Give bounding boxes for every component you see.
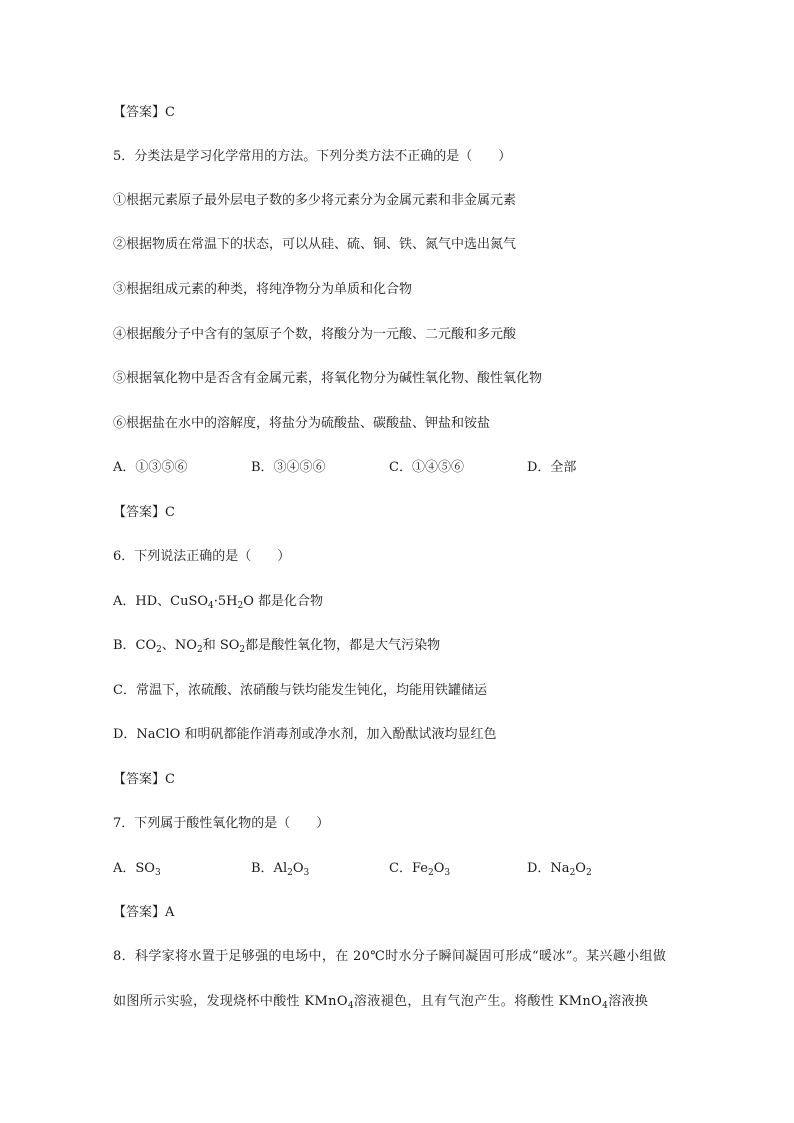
- question-5-item-6: ⑥根据盐在水中的溶解度，将盐分为硫酸盐、碳酸盐、钾盐和铵盐: [113, 416, 491, 431]
- question-6-stem: 6．下列说法正确的是（ ）: [113, 549, 291, 564]
- question-5-option-c: C．①④⑤⑥: [389, 460, 464, 475]
- question-6-answer: 【答案】C: [113, 772, 175, 787]
- question-5-answer: 【答案】C: [113, 505, 175, 520]
- question-5-item-3: ③根据组成元素的种类，将纯净物分为单质和化合物: [113, 282, 413, 297]
- question-6-option-a: A．HD、$CuSO_4\cdot 5H_2O$ 都是化合物: [113, 594, 324, 611]
- question-7-option-d: D．$Na_2O_2$: [527, 861, 592, 878]
- question-6-option-b: B．$CO_2$、$NO_2$和 $SO_2$都是酸性氧化物，都是大气污染物: [113, 638, 441, 655]
- question-7-option-a: A．$SO_3$: [113, 861, 161, 878]
- question-5-item-2: ②根据物质在常温下的状态，可以从硅、硫、铜、铁、氮气中选出氮气: [113, 237, 517, 252]
- question-7-answer: 【答案】A: [113, 905, 175, 920]
- question-5-option-b: B．③④⑤⑥: [251, 460, 326, 475]
- question-8-line-1: 8．科学家将水置于足够强的电场中，在 20℃时水分子瞬间凝固可形成“暖冰”。某兴趣小组做: [113, 949, 667, 964]
- question-7-option-b: B．$Al_2O_3$: [251, 861, 310, 878]
- question-5-item-5: ⑤根据氧化物中是否含有金属元素，将氧化物分为碱性氧化物、酸性氧化物: [113, 371, 543, 386]
- question-6-option-d: D．NaClO 和明矾都能作消毒剂或净水剂，加入酚酞试液均显红色: [113, 727, 497, 742]
- question-5-item-1: ①根据元素原子最外层电子数的多少将元素分为金属元素和非金属元素: [113, 193, 517, 208]
- question-5-option-d: D．全部: [527, 460, 577, 475]
- question-6-option-c: C．常温下，浓硫酸、浓硝酸与铁均能发生钝化，均能用铁罐储运: [113, 683, 487, 698]
- question-7-stem: 7．下列属于酸性氧化物的是（ ）: [113, 816, 330, 831]
- question-5-stem: 5．分类法是学习化学常用的方法。下列分类方法不正确的是（ ）: [113, 149, 512, 164]
- question-8-line-2: 如图所示实验，发现烧杯中酸性 KMnO$_4$溶液褪色，且有气泡产生。将酸性 KMnO$_4$溶液换: [113, 994, 649, 1011]
- question-5-option-a: A．①③⑤⑥: [113, 460, 188, 475]
- answer-line-prev: 【答案】C: [113, 105, 175, 120]
- question-5-item-4: ④根据酸分子中含有的氢原子个数，将酸分为一元酸、二元酸和多元酸: [113, 327, 517, 342]
- question-7-option-c: C．$Fe_2O_3$: [389, 861, 451, 878]
